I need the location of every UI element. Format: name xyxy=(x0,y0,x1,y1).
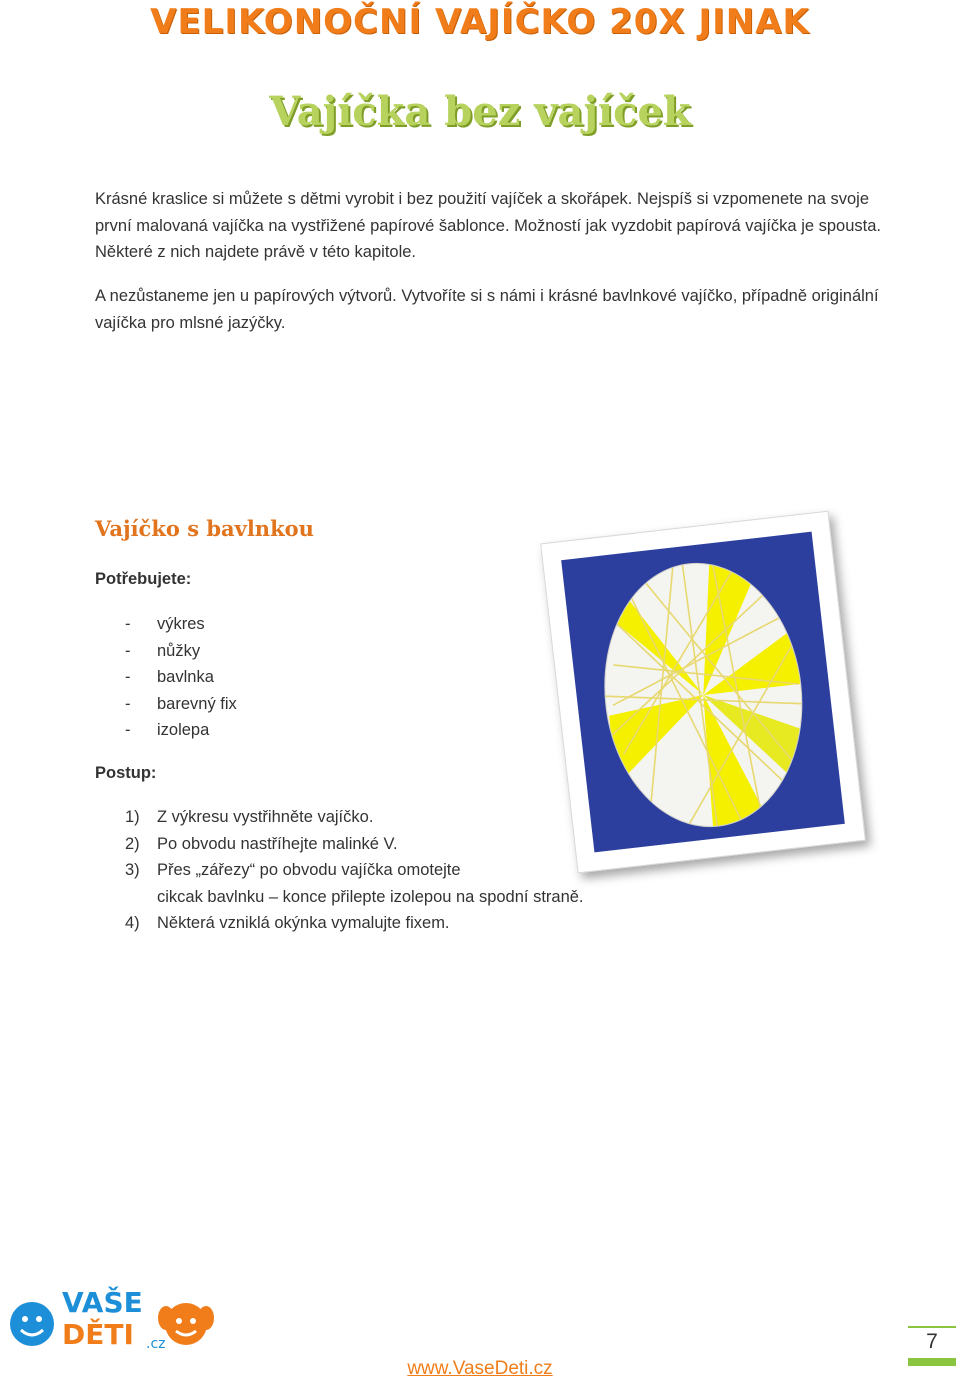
steps-label: Postup: xyxy=(95,764,157,782)
list-item: - izolepa xyxy=(125,721,210,739)
page-number-box xyxy=(908,1326,956,1366)
list-item: - bavlnka xyxy=(125,668,214,686)
logo-text-bottom: DĚTI xyxy=(62,1318,134,1351)
list-item: 4) Některá vzniklá okýnka vymalujte fixem. xyxy=(125,914,450,932)
document-banner: VELIKONOČNÍ VAJÍČKO 20X JINAK xyxy=(150,2,810,42)
list-item: - nůžky xyxy=(125,641,201,660)
logo-text-top: VAŠE xyxy=(62,1286,143,1319)
cotton-egg-illustration xyxy=(561,532,845,853)
list-item: 2) Po obvodu nastříhejte malinké V. xyxy=(125,834,398,853)
photo-background xyxy=(561,532,845,853)
page-number-bar-top xyxy=(908,1326,956,1328)
page-number-bar-bottom xyxy=(908,1358,956,1366)
steps-list xyxy=(125,804,584,937)
list-item: 1) Z výkresu vystřihněte vajíčko. xyxy=(125,808,374,826)
intro-paragraph-2: A nezůstaneme jen u papírových výtvorů. Vytvoříte si s námi i krásné bavlnkové vajíčko, případně originální vajíčka pro mlsné jazýčky. xyxy=(95,287,879,332)
vasedeti-logo xyxy=(6,1288,216,1360)
page-number: 7 xyxy=(926,1330,938,1353)
needs-list xyxy=(125,611,237,744)
needs-label: Potřebujete: xyxy=(95,570,192,588)
section-heading: Vajíčko s bavlnkou xyxy=(95,516,314,541)
list-item: - barevný fix xyxy=(125,694,237,713)
website-link[interactable]: www.VaseDeti.cz xyxy=(407,1358,553,1379)
list-item: cikcak bavlnku – konce přilepte izolepou na spodní straně. xyxy=(157,887,584,906)
list-item: 3) Přes „zářezy“ po obvodu vajíčka omotejte xyxy=(125,861,461,879)
logo-suffix: .cz xyxy=(146,1336,166,1352)
page-title: Vajíčka bez vajíček xyxy=(269,88,691,135)
list-item: - výkres xyxy=(125,615,205,633)
intro-paragraph-1: Krásné kraslice si můžete s dětmi vyrobit i bez použití vajíček a skořápek. Nejspíš si vzpomenete na svoje první malovaná vajíčka na vystřižené papírové šablonce. Možností jak vyzdobit papírová vajíčka je spousta. Některé z nich najdete právě v této kapitole. xyxy=(95,190,881,261)
egg-photo xyxy=(540,511,866,874)
